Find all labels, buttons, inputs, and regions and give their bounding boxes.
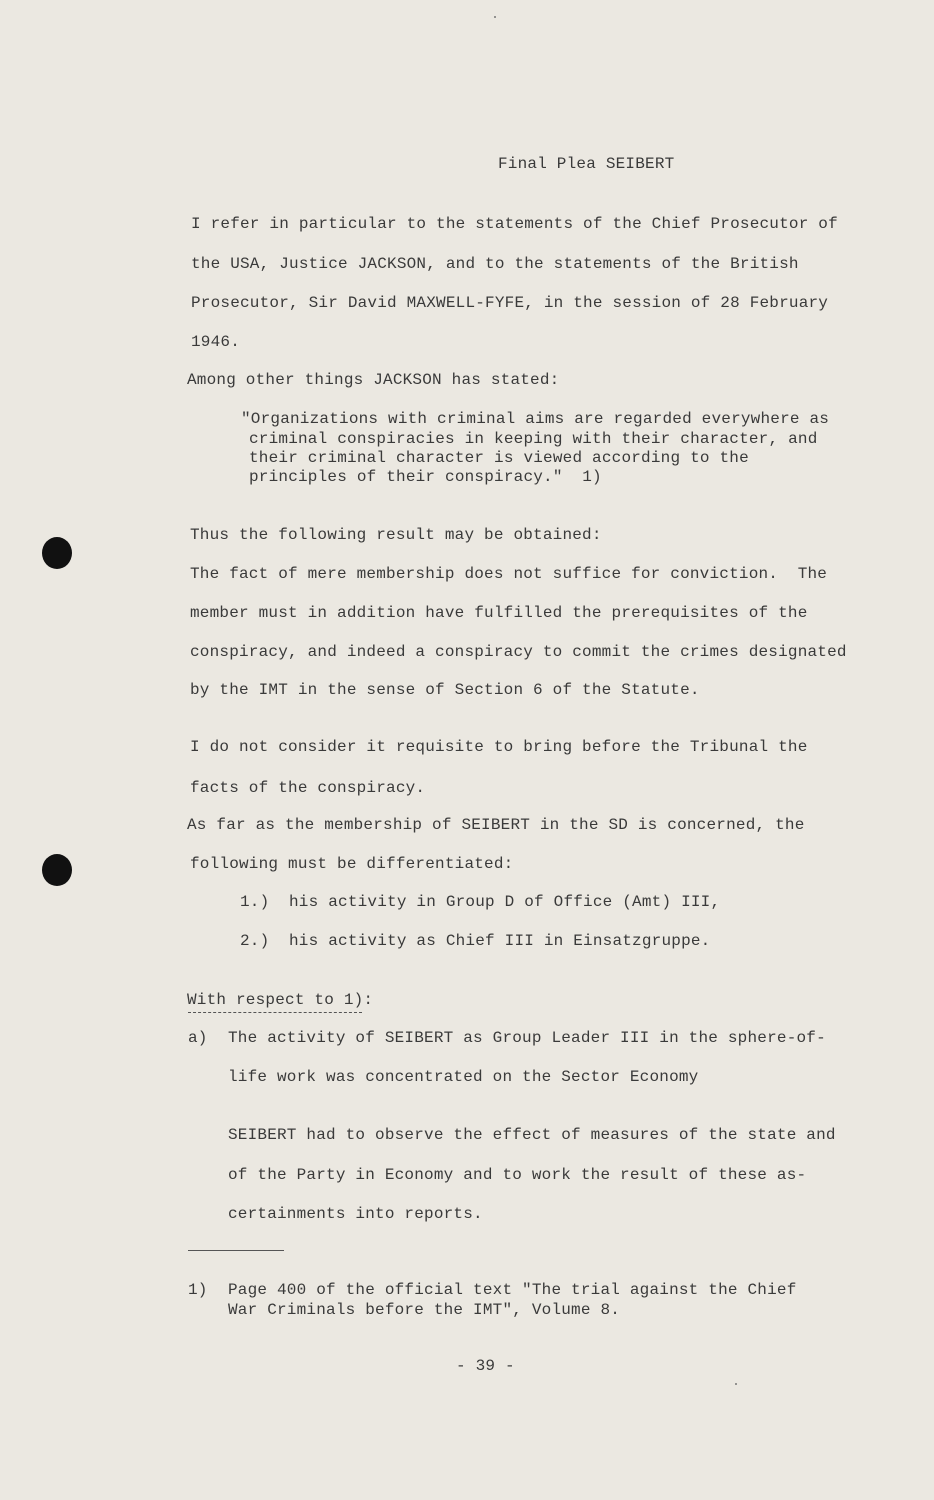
facts-line: I do not consider it requisite to bring before the Tribunal the	[190, 738, 808, 756]
list-item: 2.) his activity as Chief III in Einsatzgruppe.	[240, 932, 711, 950]
document-heading: Final Plea SEIBERT	[498, 155, 675, 173]
membership-line: As far as the membership of SEIBERT in the SD is concerned, the	[187, 816, 805, 834]
quote-line: "Organizations with criminal aims are regarded everywhere as	[241, 410, 830, 428]
quote-line: their criminal character is viewed according to the	[249, 449, 749, 467]
item-a-line: The activity of SEIBERT as Group Leader III in the sphere-of-	[228, 1029, 826, 1047]
jackson-intro: Among other things JACKSON has stated:	[187, 371, 560, 389]
intro-line: the USA, Justice JACKSON, and to the statements of the British	[191, 255, 799, 273]
facts-line: facts of the conspiracy.	[190, 779, 426, 797]
item-a-line: life work was concentrated on the Sector Economy	[228, 1068, 699, 1086]
quote-line: principles of their conspiracy." 1)	[249, 468, 602, 486]
intro-line: Prosecutor, Sir David MAXWELL-FYFE, in the session of 28 February	[191, 294, 829, 312]
membership-line: following must be differentiated:	[190, 855, 514, 873]
item-a-followup-line: of the Party in Economy and to work the result of these as-	[228, 1166, 807, 1184]
quote-line: criminal conspiracies in keeping with their character, and	[249, 430, 818, 448]
page-number: - 39 -	[456, 1357, 515, 1375]
respect-heading: With respect to 1):	[187, 991, 374, 1009]
item-a-followup-line: SEIBERT had to observe the effect of measures of the state and	[228, 1126, 836, 1144]
intro-line: 1946.	[191, 333, 241, 351]
list-item: 1.) his activity in Group D of Office (Amt) III,	[240, 893, 721, 911]
intro-line: I refer in particular to the statements of the Chief Prosecutor of	[191, 215, 838, 233]
result-line: member must in addition have fulfilled the prerequisites of the	[190, 604, 808, 622]
paper-speck	[494, 16, 496, 18]
result-line: The fact of mere membership does not suffice for conviction. The	[190, 565, 828, 583]
footnote-separator	[188, 1250, 284, 1251]
respect-heading-underline	[188, 1012, 362, 1013]
footnote-line: Page 400 of the official text "The trial against the Chief	[228, 1281, 797, 1299]
paper-speck	[735, 1383, 737, 1385]
punch-hole-bottom	[42, 854, 72, 886]
result-line: by the IMT in the sense of Section 6 of the Statute.	[190, 681, 700, 699]
footnote-label: 1)	[188, 1281, 208, 1299]
result-intro: Thus the following result may be obtained:	[190, 526, 602, 544]
punch-hole-top	[42, 537, 72, 569]
item-a-followup-line: certainments into reports.	[228, 1205, 483, 1223]
item-a-label: a)	[188, 1029, 208, 1047]
result-line: conspiracy, and indeed a conspiracy to commit the crimes designated	[190, 643, 847, 661]
footnote-line: War Criminals before the IMT", Volume 8.	[228, 1301, 621, 1319]
